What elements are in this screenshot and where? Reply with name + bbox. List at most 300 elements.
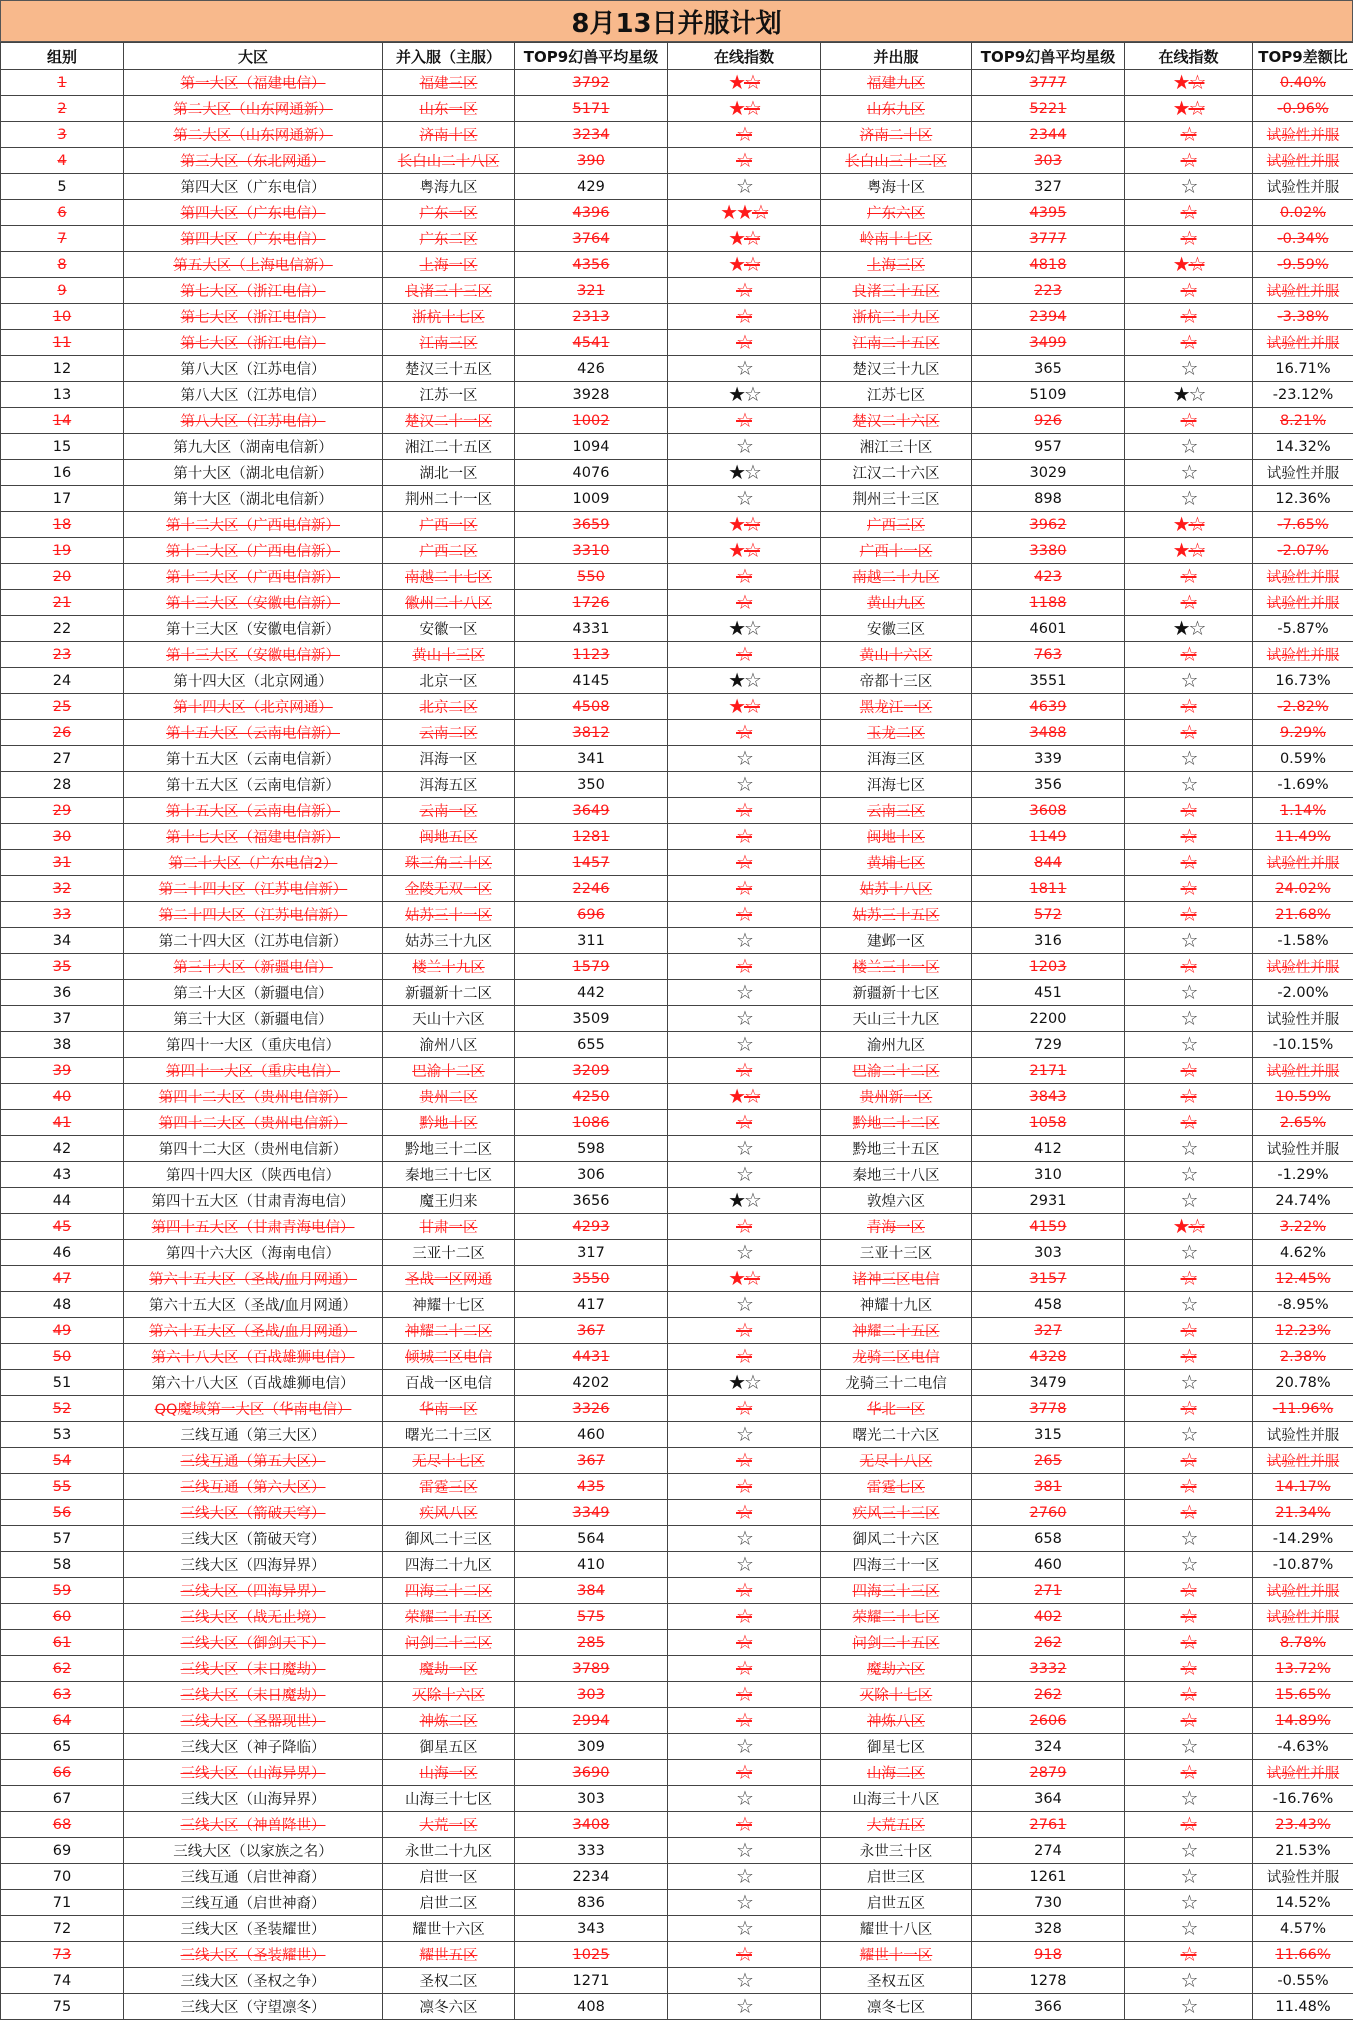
star-rating-icon: ☆ <box>1181 1604 1197 1628</box>
main-online-index <box>668 1552 821 1578</box>
col-header-main-online-index: 在线指数 <box>668 43 821 70</box>
out-server: 闽地十区 <box>821 824 972 850</box>
star-rating-icon: ☆ <box>1181 1864 1197 1888</box>
out-top9-stars: 4818 <box>972 252 1125 278</box>
group-number: 17 <box>1 486 124 512</box>
out-online-index <box>1125 1838 1253 1864</box>
main-online-index <box>668 1318 821 1344</box>
star-rating-icon: ★☆ <box>728 252 760 276</box>
out-top9-stars: 274 <box>972 1838 1125 1864</box>
main-online-index <box>668 928 821 954</box>
star-rating-icon: ☆ <box>1181 1292 1197 1316</box>
out-server: 良渚三十五区 <box>821 278 972 304</box>
top9-diff-ratio: 0.59% <box>1253 746 1353 772</box>
star-rating-icon: ☆ <box>1181 1474 1197 1498</box>
table-row <box>1 1942 1353 1968</box>
main-online-index <box>668 590 821 616</box>
group-number: 36 <box>1 980 124 1006</box>
out-server: 江南二十五区 <box>821 330 972 356</box>
out-top9-stars: 4601 <box>972 616 1125 642</box>
region-name: 三线互通（第三大区） <box>124 1422 383 1448</box>
main-top9-stars: 4202 <box>515 1370 668 1396</box>
star-rating-icon: ☆ <box>1181 876 1197 900</box>
top9-diff-ratio: 试验性并服 <box>1253 1604 1353 1630</box>
out-server: 疾风三十三区 <box>821 1500 972 1526</box>
top9-diff-ratio: -0.34% <box>1253 226 1353 252</box>
table-row <box>1 1214 1353 1240</box>
table-row <box>1 512 1353 538</box>
star-rating-icon: ★☆ <box>1173 382 1205 406</box>
table-row <box>1 1812 1353 1838</box>
star-rating-icon: ☆ <box>1181 148 1197 172</box>
top9-diff-ratio: 试验性并服 <box>1253 1006 1353 1032</box>
main-server: 秦地三十七区 <box>383 1162 515 1188</box>
out-top9-stars: 451 <box>972 980 1125 1006</box>
group-number: 3 <box>1 122 124 148</box>
table-row <box>1 148 1353 174</box>
main-top9-stars: 309 <box>515 1734 668 1760</box>
star-rating-icon: ★☆ <box>728 616 760 640</box>
star-rating-icon: ☆ <box>1181 460 1197 484</box>
star-rating-icon: ☆ <box>736 1422 752 1446</box>
table-row <box>1 1604 1353 1630</box>
main-top9-stars: 3659 <box>515 512 668 538</box>
out-server: 湘江三十区 <box>821 434 972 460</box>
region-name: 三线大区（末日魔劫） <box>124 1656 383 1682</box>
out-online-index <box>1125 1370 1253 1396</box>
group-number: 22 <box>1 616 124 642</box>
group-number: 10 <box>1 304 124 330</box>
star-rating-icon: ☆ <box>736 1032 752 1056</box>
main-top9-stars: 333 <box>515 1838 668 1864</box>
region-name: 第四十一大区（重庆电信） <box>124 1058 383 1084</box>
main-top9-stars: 2994 <box>515 1708 668 1734</box>
star-rating-icon: ☆ <box>736 1448 752 1472</box>
out-server: 长白山三十二区 <box>821 148 972 174</box>
main-online-index <box>668 1266 821 1292</box>
main-server: 湘江二十五区 <box>383 434 515 460</box>
out-top9-stars: 3962 <box>972 512 1125 538</box>
main-server: 神炼二区 <box>383 1708 515 1734</box>
region-name: QQ魔域第一大区（华南电信） <box>124 1396 383 1422</box>
out-online-index <box>1125 1708 1253 1734</box>
out-server: 广西十一区 <box>821 538 972 564</box>
out-server: 启世五区 <box>821 1890 972 1916</box>
table-row <box>1 1994 1353 2020</box>
col-header-out-online-index: 在线指数 <box>1125 43 1253 70</box>
main-online-index <box>668 1526 821 1552</box>
main-top9-stars: 285 <box>515 1630 668 1656</box>
group-number: 23 <box>1 642 124 668</box>
top9-diff-ratio: 1.14% <box>1253 798 1353 824</box>
out-server: 渝州九区 <box>821 1032 972 1058</box>
out-online-index <box>1125 1110 1253 1136</box>
star-rating-icon: ★★☆ <box>720 200 768 224</box>
top9-diff-ratio: 21.68% <box>1253 902 1353 928</box>
out-server: 神耀十九区 <box>821 1292 972 1318</box>
star-rating-icon: ☆ <box>736 1838 752 1862</box>
group-number: 57 <box>1 1526 124 1552</box>
table-row <box>1 408 1353 434</box>
region-name: 第十三大区（安徽电信新） <box>124 590 383 616</box>
main-server: 广西二区 <box>383 538 515 564</box>
main-server: 三亚十二区 <box>383 1240 515 1266</box>
top9-diff-ratio: 试验性并服 <box>1253 1448 1353 1474</box>
out-online-index <box>1125 1266 1253 1292</box>
group-number: 5 <box>1 174 124 200</box>
star-rating-icon: ☆ <box>1181 330 1197 354</box>
out-online-index <box>1125 694 1253 720</box>
star-rating-icon: ☆ <box>1181 668 1197 692</box>
table-row <box>1 1318 1353 1344</box>
out-online-index <box>1125 174 1253 200</box>
table-row <box>1 1578 1353 1604</box>
out-server: 灭除十七区 <box>821 1682 972 1708</box>
star-rating-icon: ★☆ <box>728 1370 760 1394</box>
main-online-index <box>668 122 821 148</box>
top9-diff-ratio: -0.55% <box>1253 1968 1353 1994</box>
out-server: 凛冬七区 <box>821 1994 972 2020</box>
main-server: 凛冬六区 <box>383 1994 515 2020</box>
top9-diff-ratio: 14.89% <box>1253 1708 1353 1734</box>
main-top9-stars: 3764 <box>515 226 668 252</box>
main-online-index <box>668 1994 821 2020</box>
top9-diff-ratio: -9.59% <box>1253 252 1353 278</box>
region-name: 三线大区（四海异界） <box>124 1552 383 1578</box>
star-rating-icon: ☆ <box>736 1214 752 1238</box>
table-row <box>1 200 1353 226</box>
group-number: 44 <box>1 1188 124 1214</box>
out-server: 黔地二十二区 <box>821 1110 972 1136</box>
out-online-index <box>1125 226 1253 252</box>
out-top9-stars: 1058 <box>972 1110 1125 1136</box>
out-online-index <box>1125 70 1253 96</box>
out-top9-stars: 4328 <box>972 1344 1125 1370</box>
out-top9-stars: 3843 <box>972 1084 1125 1110</box>
out-online-index <box>1125 850 1253 876</box>
star-rating-icon: ☆ <box>736 1292 752 1316</box>
out-server: 四海三十三区 <box>821 1578 972 1604</box>
out-online-index <box>1125 1552 1253 1578</box>
top9-diff-ratio: 23.43% <box>1253 1812 1353 1838</box>
star-rating-icon: ☆ <box>1181 486 1197 510</box>
star-rating-icon: ☆ <box>1181 1552 1197 1576</box>
region-name: 第九大区（湖南电信新） <box>124 434 383 460</box>
main-online-index <box>668 1110 821 1136</box>
out-top9-stars: 898 <box>972 486 1125 512</box>
region-name: 第十三大区（安徽电信新） <box>124 616 383 642</box>
region-name: 三线大区（箭破天穹） <box>124 1526 383 1552</box>
top9-diff-ratio: 8.21% <box>1253 408 1353 434</box>
main-online-index <box>668 1058 821 1084</box>
main-top9-stars: 1271 <box>515 1968 668 1994</box>
main-top9-stars: 1094 <box>515 434 668 460</box>
main-top9-stars: 1009 <box>515 486 668 512</box>
out-online-index <box>1125 928 1253 954</box>
star-rating-icon: ☆ <box>1181 1110 1197 1134</box>
main-server: 楼兰十九区 <box>383 954 515 980</box>
region-name: 第六十五大区（圣战/血月网通） <box>124 1292 383 1318</box>
out-online-index <box>1125 772 1253 798</box>
main-server: 问剑二十三区 <box>383 1630 515 1656</box>
out-server: 大荒五区 <box>821 1812 972 1838</box>
main-top9-stars: 4541 <box>515 330 668 356</box>
group-number: 29 <box>1 798 124 824</box>
out-top9-stars: 303 <box>972 1240 1125 1266</box>
out-server: 雷霆七区 <box>821 1474 972 1500</box>
group-number: 24 <box>1 668 124 694</box>
star-rating-icon: ★☆ <box>1173 1214 1205 1238</box>
main-online-index <box>668 1838 821 1864</box>
main-top9-stars: 350 <box>515 772 668 798</box>
region-name: 第七大区（浙江电信） <box>124 330 383 356</box>
main-top9-stars: 306 <box>515 1162 668 1188</box>
group-number: 68 <box>1 1812 124 1838</box>
main-top9-stars: 442 <box>515 980 668 1006</box>
out-top9-stars: 2761 <box>972 1812 1125 1838</box>
main-top9-stars: 3792 <box>515 70 668 96</box>
table-row <box>1 356 1353 382</box>
main-top9-stars: 696 <box>515 902 668 928</box>
out-online-index <box>1125 460 1253 486</box>
group-number: 34 <box>1 928 124 954</box>
main-server: 魔王归来 <box>383 1188 515 1214</box>
out-top9-stars: 316 <box>972 928 1125 954</box>
main-top9-stars: 3656 <box>515 1188 668 1214</box>
main-server: 圣权二区 <box>383 1968 515 1994</box>
out-server: 耀世十八区 <box>821 1916 972 1942</box>
main-online-index <box>668 1084 821 1110</box>
region-name: 第六十八大区（百战雄狮电信） <box>124 1370 383 1396</box>
out-top9-stars: 3778 <box>972 1396 1125 1422</box>
out-online-index <box>1125 1786 1253 1812</box>
main-server: 济南十区 <box>383 122 515 148</box>
group-number: 33 <box>1 902 124 928</box>
out-online-index <box>1125 512 1253 538</box>
main-server: 长白山二十八区 <box>383 148 515 174</box>
main-online-index <box>668 226 821 252</box>
main-online-index <box>668 148 821 174</box>
main-online-index <box>668 1864 821 1890</box>
star-rating-icon: ★☆ <box>1173 96 1205 120</box>
page-title: 8月13日并服计划 <box>0 0 1353 42</box>
top9-diff-ratio: 16.71% <box>1253 356 1353 382</box>
main-top9-stars: 550 <box>515 564 668 590</box>
group-number: 37 <box>1 1006 124 1032</box>
star-rating-icon: ☆ <box>736 1318 752 1342</box>
table-row <box>1 70 1353 96</box>
star-rating-icon: ☆ <box>1181 1578 1197 1602</box>
table-row <box>1 1838 1353 1864</box>
main-server: 楚汉三十五区 <box>383 356 515 382</box>
out-top9-stars: 262 <box>972 1630 1125 1656</box>
star-rating-icon: ☆ <box>1181 1968 1197 1992</box>
out-online-index <box>1125 1006 1253 1032</box>
main-online-index <box>668 1292 821 1318</box>
star-rating-icon: ★☆ <box>728 538 760 562</box>
out-server: 帝都十三区 <box>821 668 972 694</box>
table-row <box>1 1552 1353 1578</box>
main-online-index <box>668 694 821 720</box>
region-name: 第十五大区（云南电信新） <box>124 720 383 746</box>
out-top9-stars: 356 <box>972 772 1125 798</box>
star-rating-icon: ☆ <box>736 1682 752 1706</box>
main-server: 圣战一区网通 <box>383 1266 515 1292</box>
main-top9-stars: 367 <box>515 1448 668 1474</box>
out-online-index <box>1125 1760 1253 1786</box>
group-number: 38 <box>1 1032 124 1058</box>
out-server: 黑龙江一区 <box>821 694 972 720</box>
main-top9-stars: 4396 <box>515 200 668 226</box>
group-number: 63 <box>1 1682 124 1708</box>
main-server: 云南一区 <box>383 798 515 824</box>
out-server: 姑苏三十五区 <box>821 902 972 928</box>
table-row <box>1 1786 1353 1812</box>
out-server: 云南三区 <box>821 798 972 824</box>
main-server: 耀世五区 <box>383 1942 515 1968</box>
table-row <box>1 1734 1353 1760</box>
out-online-index <box>1125 746 1253 772</box>
out-server: 启世三区 <box>821 1864 972 1890</box>
star-rating-icon: ☆ <box>1181 772 1197 796</box>
top9-diff-ratio: 16.73% <box>1253 668 1353 694</box>
out-top9-stars: 2931 <box>972 1188 1125 1214</box>
out-server: 龙骑二区电信 <box>821 1344 972 1370</box>
top9-diff-ratio: 4.62% <box>1253 1240 1353 1266</box>
region-name: 第二十四大区（江苏电信新） <box>124 876 383 902</box>
table-row <box>1 1162 1353 1188</box>
star-rating-icon: ☆ <box>736 564 752 588</box>
group-number: 2 <box>1 96 124 122</box>
main-online-index <box>668 746 821 772</box>
star-rating-icon: ☆ <box>736 772 752 796</box>
star-rating-icon: ☆ <box>736 1344 752 1368</box>
region-name: 三线互通（启世神裔） <box>124 1890 383 1916</box>
region-name: 第十七大区（福建电信新） <box>124 824 383 850</box>
top9-diff-ratio: 24.02% <box>1253 876 1353 902</box>
star-rating-icon: ☆ <box>1181 1396 1197 1420</box>
region-name: 三线大区（以家族之名） <box>124 1838 383 1864</box>
star-rating-icon: ★☆ <box>1173 616 1205 640</box>
top9-diff-ratio: -8.95% <box>1253 1292 1353 1318</box>
top9-diff-ratio: -5.87% <box>1253 616 1353 642</box>
out-server: 新疆新十七区 <box>821 980 972 1006</box>
group-number: 54 <box>1 1448 124 1474</box>
group-number: 49 <box>1 1318 124 1344</box>
main-top9-stars: 321 <box>515 278 668 304</box>
star-rating-icon: ☆ <box>1181 1084 1197 1108</box>
star-rating-icon: ☆ <box>1181 1890 1197 1914</box>
group-number: 1 <box>1 70 124 96</box>
main-online-index <box>668 1812 821 1838</box>
region-name: 第二大区（山东网通新） <box>124 96 383 122</box>
main-online-index <box>668 1214 821 1240</box>
table-row <box>1 1084 1353 1110</box>
out-online-index <box>1125 382 1253 408</box>
top9-diff-ratio: 21.34% <box>1253 1500 1353 1526</box>
top9-diff-ratio: 试验性并服 <box>1253 850 1353 876</box>
out-online-index <box>1125 668 1253 694</box>
out-top9-stars: 265 <box>972 1448 1125 1474</box>
main-server: 山东一区 <box>383 96 515 122</box>
region-name: 第六十八大区（百战雄狮电信） <box>124 1344 383 1370</box>
main-server: 天山十六区 <box>383 1006 515 1032</box>
group-number: 70 <box>1 1864 124 1890</box>
table-row <box>1 1474 1353 1500</box>
out-server: 黔地三十五区 <box>821 1136 972 1162</box>
table-row <box>1 1292 1353 1318</box>
table-row <box>1 772 1353 798</box>
region-name: 第四十二大区（贵州电信新） <box>124 1136 383 1162</box>
star-rating-icon: ☆ <box>736 1240 752 1264</box>
region-name: 第三大区（东北网通） <box>124 148 383 174</box>
group-number: 73 <box>1 1942 124 1968</box>
main-server: 云南二区 <box>383 720 515 746</box>
top9-diff-ratio: -0.96% <box>1253 96 1353 122</box>
main-top9-stars: 3209 <box>515 1058 668 1084</box>
table-row <box>1 226 1353 252</box>
out-online-index <box>1125 330 1253 356</box>
star-rating-icon: ☆ <box>736 434 752 458</box>
main-top9-stars: 303 <box>515 1786 668 1812</box>
star-rating-icon: ★☆ <box>1173 70 1205 94</box>
out-server: 曙光二十六区 <box>821 1422 972 1448</box>
main-top9-stars: 435 <box>515 1474 668 1500</box>
main-top9-stars: 1726 <box>515 590 668 616</box>
col-header-main-server: 并入服（主服） <box>383 43 515 70</box>
top9-diff-ratio: 20.78% <box>1253 1370 1353 1396</box>
out-online-index <box>1125 564 1253 590</box>
top9-diff-ratio: 试验性并服 <box>1253 1864 1353 1890</box>
star-rating-icon: ☆ <box>1181 694 1197 718</box>
region-name: 第三十大区（新疆电信） <box>124 980 383 1006</box>
star-rating-icon: ☆ <box>1181 304 1197 328</box>
group-number: 75 <box>1 1994 124 2020</box>
group-number: 74 <box>1 1968 124 1994</box>
main-online-index <box>668 1916 821 1942</box>
main-online-index <box>668 252 821 278</box>
main-server: 江南三区 <box>383 330 515 356</box>
table-row <box>1 720 1353 746</box>
main-online-index <box>668 1188 821 1214</box>
star-rating-icon: ☆ <box>736 980 752 1004</box>
star-rating-icon: ☆ <box>736 1656 752 1680</box>
main-top9-stars: 4508 <box>515 694 668 720</box>
top9-diff-ratio: 11.48% <box>1253 1994 1353 2020</box>
out-online-index <box>1125 616 1253 642</box>
main-server: 耀世十六区 <box>383 1916 515 1942</box>
group-number: 13 <box>1 382 124 408</box>
top9-diff-ratio: 15.65% <box>1253 1682 1353 1708</box>
out-online-index <box>1125 1474 1253 1500</box>
star-rating-icon: ☆ <box>1181 1266 1197 1290</box>
region-name: 三线大区（圣装耀世） <box>124 1942 383 1968</box>
table-row <box>1 1266 1353 1292</box>
out-server: 诸神三区电信 <box>821 1266 972 1292</box>
out-server: 问剑二十五区 <box>821 1630 972 1656</box>
out-online-index <box>1125 642 1253 668</box>
out-online-index <box>1125 876 1253 902</box>
main-online-index <box>668 798 821 824</box>
star-rating-icon: ☆ <box>736 278 752 302</box>
group-number: 46 <box>1 1240 124 1266</box>
out-top9-stars: 957 <box>972 434 1125 460</box>
top9-diff-ratio: 试验性并服 <box>1253 460 1353 486</box>
region-name: 三线互通（启世神裔） <box>124 1864 383 1890</box>
top9-diff-ratio: 11.49% <box>1253 824 1353 850</box>
star-rating-icon: ★☆ <box>1173 538 1205 562</box>
star-rating-icon: ☆ <box>1181 1500 1197 1524</box>
